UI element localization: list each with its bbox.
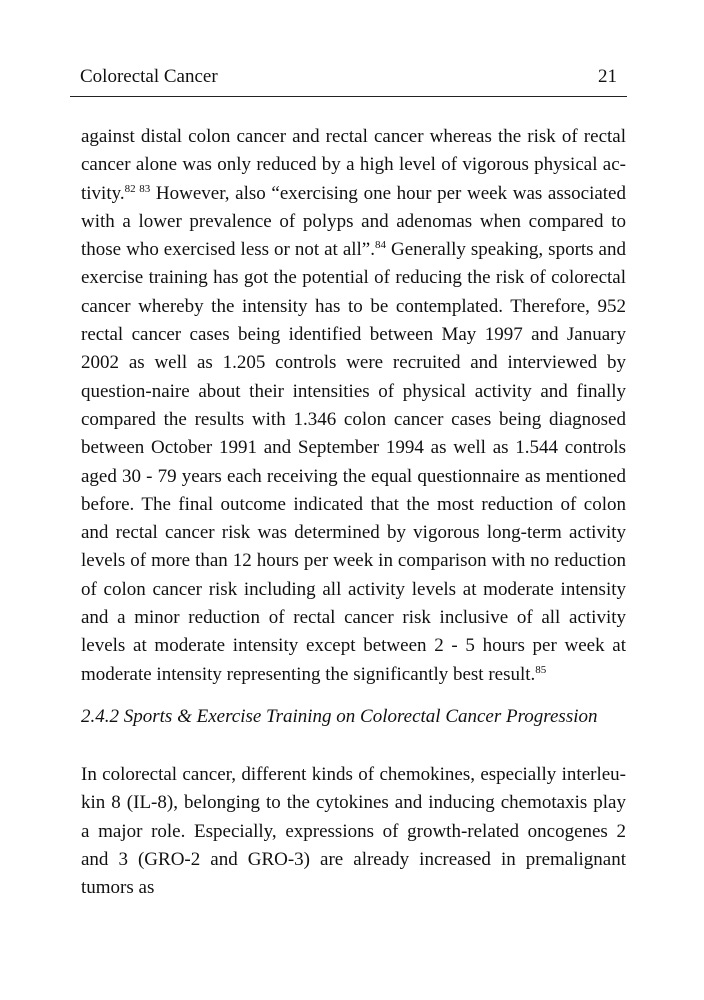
footnote-ref[interactable]: 82 83 bbox=[124, 182, 151, 195]
running-header bbox=[70, 64, 627, 94]
running-header-title: Colorectal Cancer bbox=[80, 66, 218, 87]
footnote-ref[interactable]: 85 bbox=[535, 663, 547, 676]
page-number: 21 bbox=[598, 66, 617, 87]
paragraph-text: However, also “exercising one hour per week was associated with a lower prevalence of polyps and adenomas when compared to those who exercised less or not at all”. bbox=[81, 182, 626, 261]
paragraph-text: Generally speaking, sports and exercise training has got the potential of reducing the risk of colorectal cancer whereby the intensity has to be contemplated. Therefore, 952 rectal cancer cases being identified between May 1997 and January 2002 as well as 1.205 controls were recruited and interviewed by question-naire about their intensities of physical activity and finally compared the results with 1.346 colon cancer cases being diagnosed between October 1991 and September 1994 as well as 1.544 controls aged 30 - 79 years each receiving the equal questionnaire as mentioned before. The final outcome indicated that the most reduction of colon and rectal cancer risk was determined by vigorous long-term activity levels of more than 12 hours per week in comparison with no reduction of colon cancer risk including all activity levels at moderate intensity and a minor reduction of rectal cancer risk inclusive of all activity levels at moderate intensity except between 2 - 5 hours per week at moderate intensity representing the significantly best result. bbox=[81, 239, 626, 685]
section-heading: 2.4.2 Sports & Exercise Training on Colorectal Cancer Progression bbox=[81, 706, 598, 727]
body-paragraph-1 bbox=[81, 123, 626, 689]
body-paragraph-2: In colorectal cancer, different kinds of chemokines, especially interleu-kin 8 (IL-8), belonging to the cytokines and inducing chemotaxis play a major role. Especially, expressions of growth-related oncogenes 2 and 3 (GRO-2 and GRO-3) are already increased in premalignant tumors as bbox=[81, 764, 626, 899]
header-rule bbox=[70, 96, 627, 97]
footnote-ref[interactable]: 84 bbox=[375, 239, 386, 252]
paragraph-text: against distal colon cancer and rectal cancer whereas the risk of rectal cancer alone was only reduced by a high level of vigorous physical ac-tivity. bbox=[81, 126, 626, 204]
